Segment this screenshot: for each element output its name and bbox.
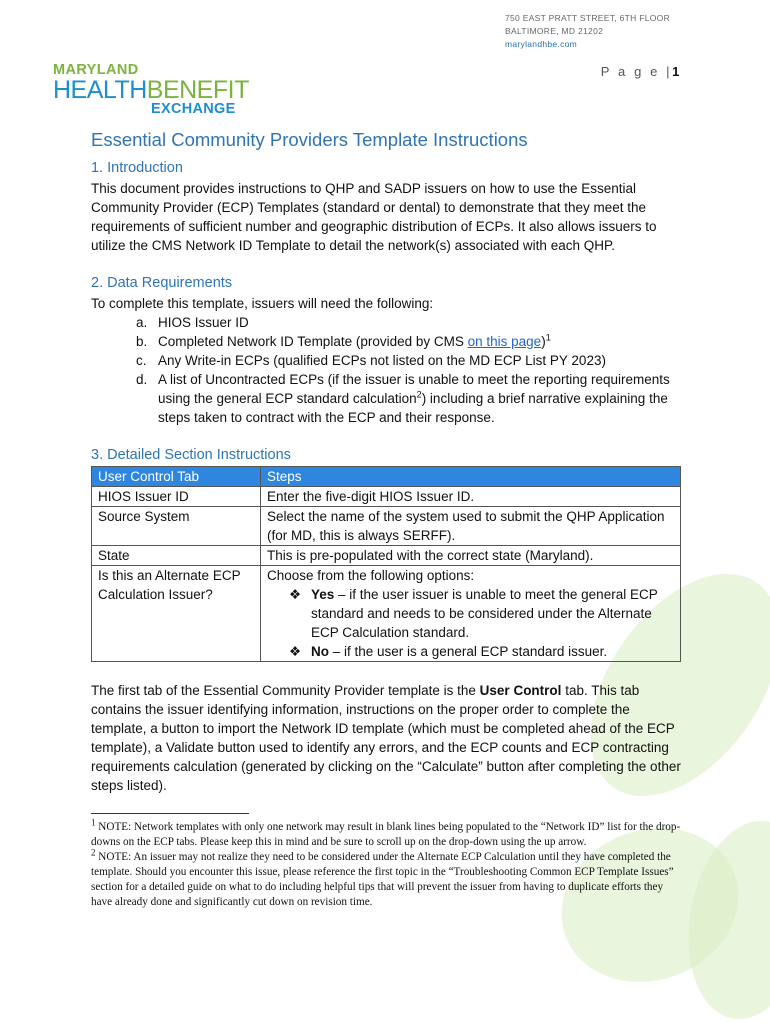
list-item [136,370,681,427]
footnote-ref[interactable]: 2 [416,389,422,400]
website-link[interactable]: marylandhbe.com [505,39,578,49]
column-header-steps: Steps [261,467,681,487]
column-header-tab: User Control Tab [92,467,261,487]
list-marker: d. [136,372,148,387]
table-cell-tab: State [92,546,261,566]
list-item [136,351,681,370]
list-item [136,313,681,332]
cms-page-link[interactable]: on this page [467,334,542,349]
table-cell-steps [261,566,681,662]
section-introduction [91,159,681,255]
option-label: No [311,644,329,659]
address-line-1: 750 EAST PRATT STREET, 6TH FLOOR [505,13,671,23]
section-lead: To complete this template, issuers will need the following: [91,296,434,311]
section-detailed-instructions [91,446,681,662]
diamond-bullet-icon: ❖ [289,587,302,602]
table-header-row [92,467,681,487]
logo-health-benefit [53,78,249,102]
address-line-2: BALTIMORE, MD 21202 [505,26,604,36]
footnote-number: 2 [91,847,96,858]
closing-text: The first tab of the Essential Community Provider template is the [91,683,480,698]
footnote [91,847,681,910]
address-block [505,12,670,51]
footnote-ref[interactable]: 1 [545,332,551,343]
table-row [92,507,681,546]
table-cell-tab: Source System [92,507,261,546]
footnote-text: NOTE: Network templates with only one network may result in blank lines being populated to the “Network ID” list for the drop-downs on the ECP tabs. Please keep this in mind and be sure to scroll up on the drop-down using the up arrow. [91,821,681,848]
section-heading: 2. Data Requirements [91,275,233,291]
table-cell-steps: This is pre-populated with the correct state (Maryland). [261,546,681,566]
footnote-text: NOTE: An issuer may not realize they need to be considered under the Alternate ECP Calculation until they have completed the template. Should you encounter this issue, please reference the first topic in the “Troubleshooting Common ECP Template Issues” section for a detailed guide on what to do including helpful tips that will prevent the issuer from having to duplicate efforts they have already done and significantly cut down on revision time. [91,851,674,908]
list-item-text: ) including a brief narrative explaining the steps taken to contract with the ECP and their response. [158,391,668,425]
mhbe-logo [53,63,249,116]
list-marker: c. [136,353,147,368]
footnote [91,817,681,850]
list-item-text: HIOS Issuer ID [158,315,249,330]
option-text: – if the user issuer is unable to meet the general ECP standard and needs to be considered under the Alternate ECP Calculation standard. [311,587,658,640]
logo-exchange: EXCHANGE [151,101,236,117]
logo-maryland: MARYLAND [53,62,139,78]
option-label: Yes [311,587,335,602]
option-no [267,642,674,661]
table-row [92,566,681,662]
section-heading: 1. Introduction [91,160,183,176]
table-row [92,546,681,566]
section-heading: 3. Detailed Section Instructions [91,447,291,463]
footnotes [91,817,681,910]
list-marker: b. [136,334,148,349]
footnote-number: 1 [91,817,96,828]
list-item-text: Any Write-in ECPs (qualified ECPs not listed on the MD ECP List PY 2023) [158,353,606,368]
footnote-divider [91,813,249,814]
list-item-text: Completed Network ID Template (provided by CMS [158,334,468,349]
table-cell-steps: Select the name of the system used to submit the QHP Application (for MD, this is always SERFF). [261,507,681,546]
page-number [601,64,682,79]
closing-bold: User Control [479,683,562,698]
options-lead: Choose from the following options: [267,568,475,583]
instructions-table [91,466,681,662]
list-item-text: A list of Uncontracted ECPs (if the issuer is unable to meet the reporting requirements using the general ECP standard calculation [158,372,670,406]
section-data-requirements [91,274,681,427]
diamond-bullet-icon: ❖ [289,644,302,659]
page-number-value: 1 [672,64,682,79]
option-yes [267,585,674,642]
closing-paragraph [91,681,681,795]
page-label: P a g e | [600,64,673,79]
table-cell-tab: HIOS Issuer ID [92,487,261,507]
document-body [91,128,681,910]
requirements-list [91,313,681,427]
logo-health: HEALTH [53,76,147,104]
table-cell-steps: Enter the five-digit HIOS Issuer ID. [261,487,681,507]
list-marker: a. [136,315,148,330]
document-title: Essential Community Providers Template Instructions [91,129,528,150]
list-item-text: ) [541,334,546,349]
table-cell-tab: Is this an Alternate ECP Calculation Issuer? [92,566,261,662]
option-text: – if the user is a general ECP standard issuer. [329,644,608,659]
table-row [92,487,681,507]
closing-text: tab. This tab contains the issuer identifying information, instructions on the proper order to complete the template, a button to import the Network ID template (which must be completed ahead of the ECP template), a Validate button used to identify any errors, and the ECP counts and ECP contracting requirements calculation (generated by clicking on the “Calculate” button after completing the other steps listed). [91,683,681,793]
section-body: This document provides instructions to QHP and SADP issuers on how to use the Essential Community Provider (ECP) Templates (standard or dental) to demonstrate that they meet the requirements of sufficient number and geographic distribution of ECPs. It also allows issuers to utilize the CMS Network ID Template to detail the network(s) associated with each QHP. [91,181,657,253]
list-item [136,332,681,351]
logo-benefit: BENEFIT [146,76,249,104]
